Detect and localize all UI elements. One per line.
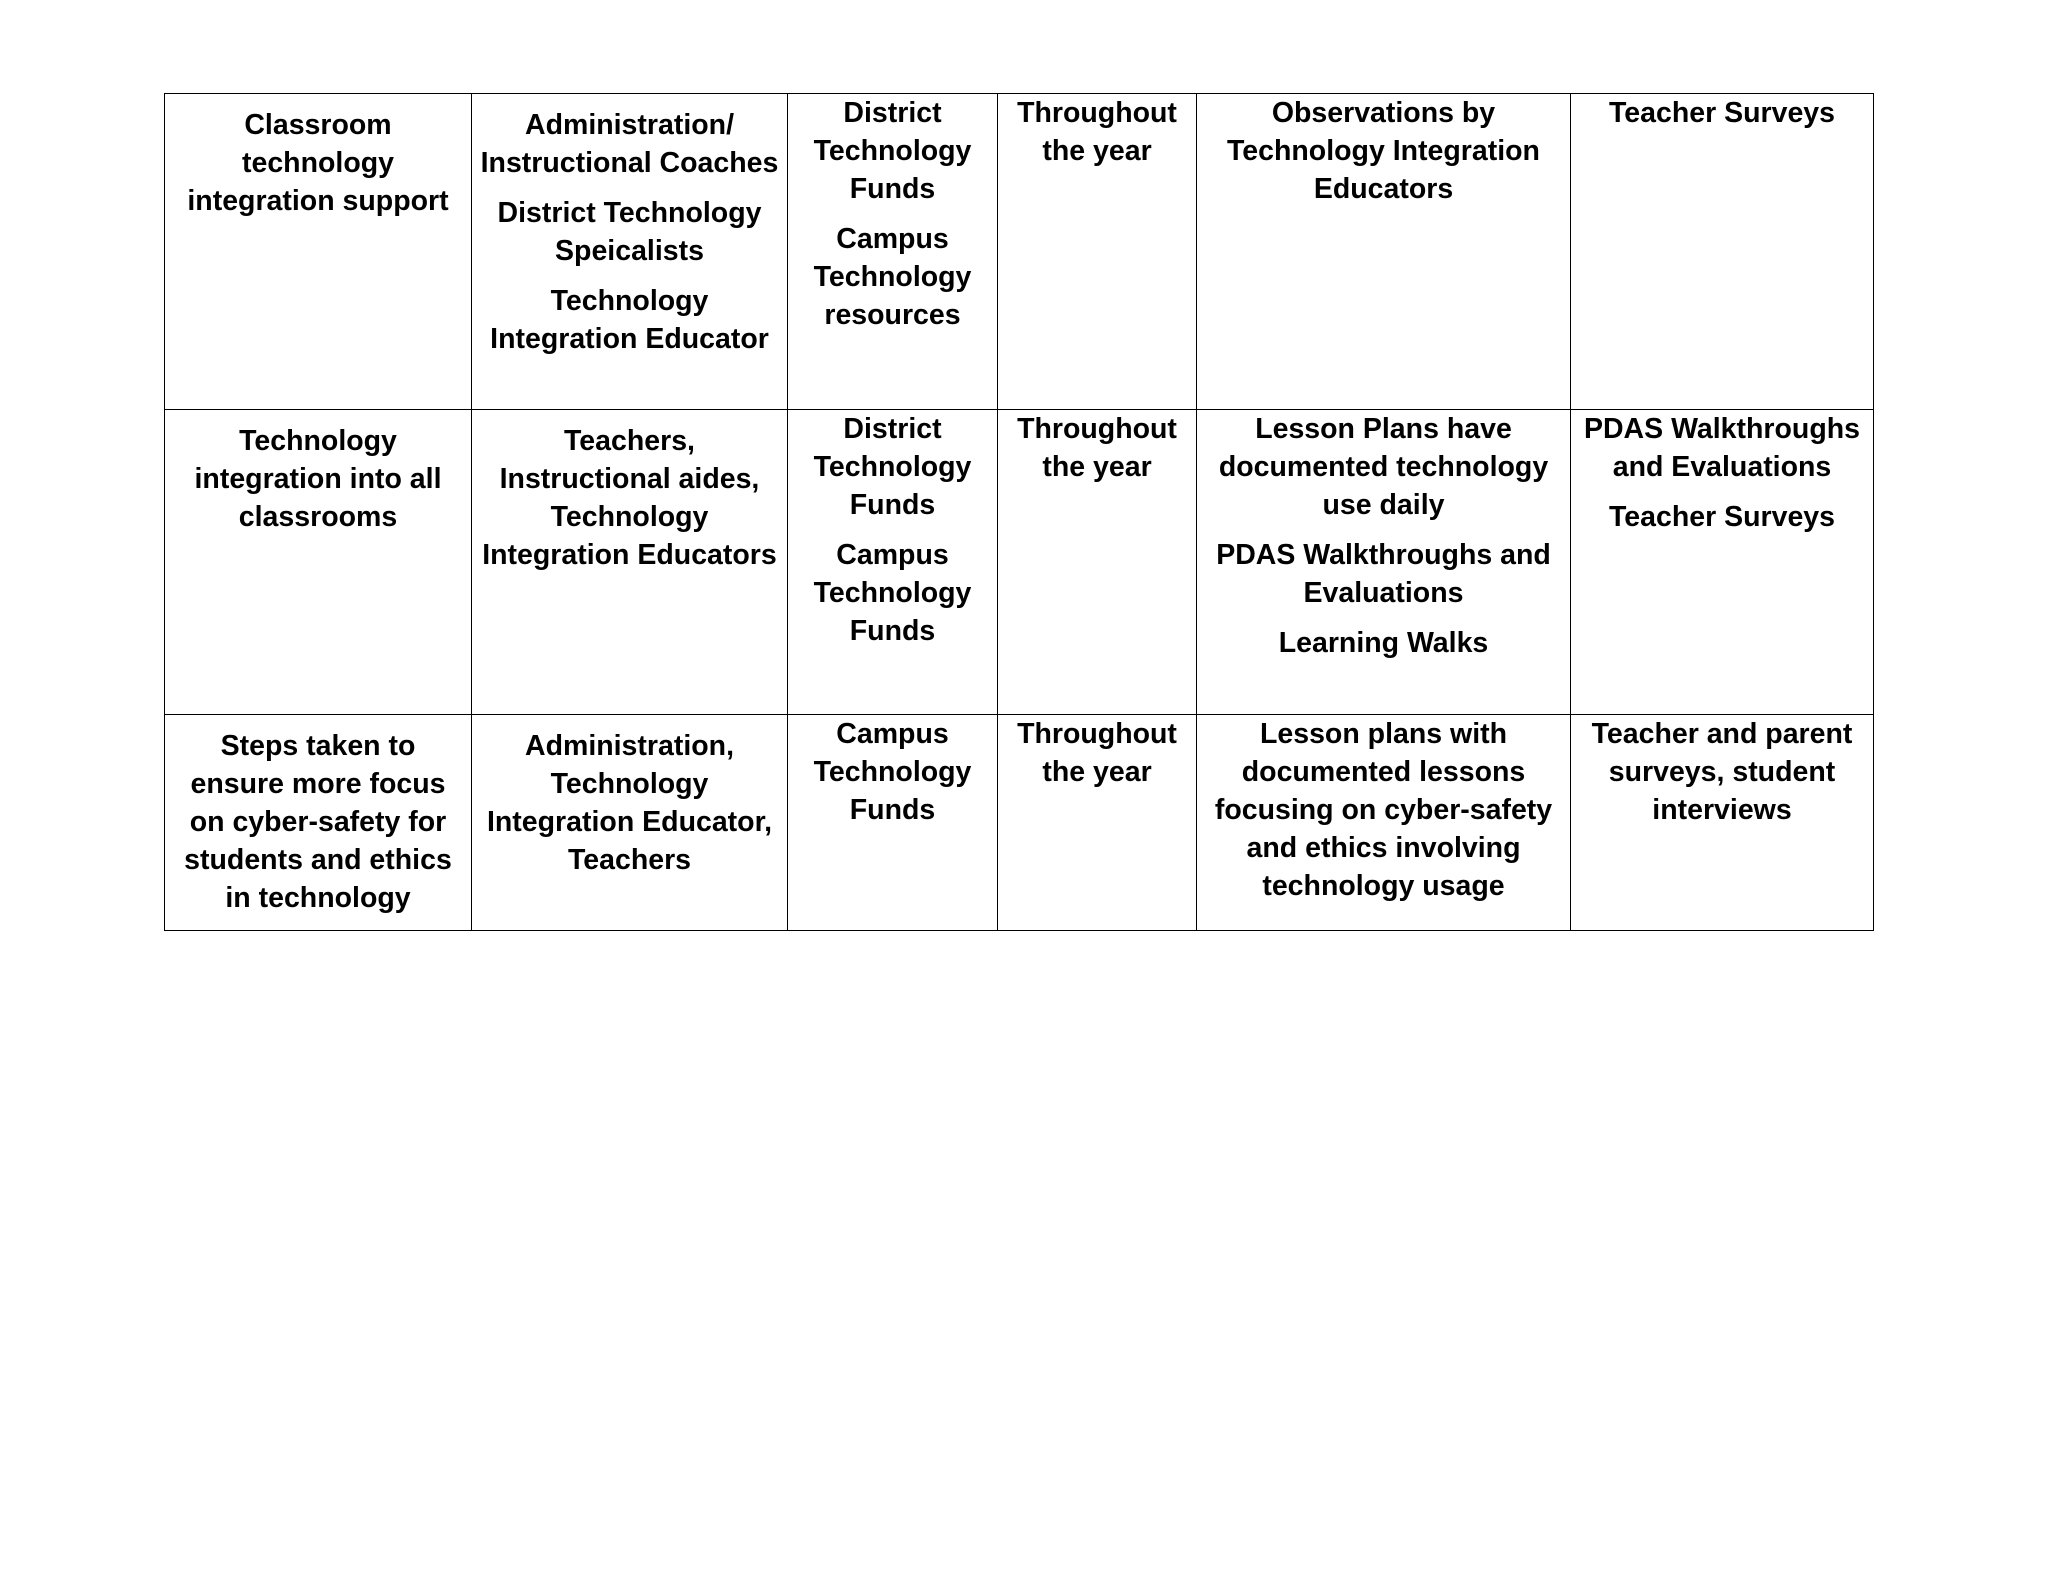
timeline-cell — [998, 715, 1197, 931]
cell-text: Technology integration into all classrooms — [194, 425, 442, 533]
responsible-cell — [472, 715, 788, 931]
cell-text: Classroom technology integration support — [187, 109, 449, 217]
cell-text: District Technology Speicalists — [497, 197, 762, 267]
evidence-cell — [1571, 410, 1874, 715]
cell-text: Lesson Plans have documented technology use daily — [1218, 413, 1549, 521]
table-row — [165, 410, 1874, 715]
table-row — [165, 715, 1874, 931]
cell-text: Teacher Surveys — [1608, 501, 1836, 533]
cell-text: Campus Technology Funds — [813, 718, 972, 826]
evaluation-cell — [1197, 715, 1571, 931]
resources-cell — [788, 410, 998, 715]
timeline-cell — [998, 94, 1197, 410]
evidence-cell — [1571, 94, 1874, 410]
strategy-cell — [165, 94, 472, 410]
cell-text: Throughout the year — [1017, 97, 1177, 167]
cell-text: Campus Technology resources — [813, 223, 972, 331]
cell-text: Lesson plans with documented lessons focusing on cyber-safety and ethics involving technology usage — [1214, 718, 1553, 902]
technology-plan-table — [164, 93, 1874, 931]
evaluation-cell — [1197, 94, 1571, 410]
table-row — [165, 94, 1874, 410]
cell-text: Throughout the year — [1017, 413, 1177, 483]
cell-text: Administration/ Instructional Coaches — [480, 109, 779, 179]
cell-text: Campus Technology Funds — [813, 539, 972, 647]
timeline-cell — [998, 410, 1197, 715]
cell-text: Teachers, Instructional aides, Technology Integration Educators — [482, 425, 777, 571]
responsible-cell — [472, 94, 788, 410]
resources-cell — [788, 715, 998, 931]
strategy-cell — [165, 410, 472, 715]
evidence-cell — [1571, 715, 1874, 931]
cell-text: Steps taken to ensure more focus on cyber-safety for students and ethics in technology — [184, 730, 452, 914]
cell-text: PDAS Walkthroughs and Evaluations — [1216, 539, 1551, 609]
resources-cell — [788, 94, 998, 410]
strategy-cell — [165, 715, 472, 931]
responsible-cell — [472, 410, 788, 715]
cell-text: Administration, Technology Integration Educator, Teachers — [486, 730, 773, 876]
cell-text: Technology Integration Educator — [490, 285, 769, 355]
cell-text: Teacher Surveys — [1608, 97, 1836, 129]
cell-text: Throughout the year — [1017, 718, 1177, 788]
cell-text: Learning Walks — [1278, 627, 1489, 659]
evaluation-cell — [1197, 410, 1571, 715]
cell-text: District Technology Funds — [813, 413, 972, 521]
cell-text: PDAS Walkthroughs and Evaluations — [1583, 413, 1861, 483]
cell-text: Teacher and parent surveys, student interviews — [1591, 718, 1853, 826]
cell-text: Observations by Technology Integration Educators — [1227, 97, 1540, 205]
cell-text: District Technology Funds — [813, 97, 972, 205]
